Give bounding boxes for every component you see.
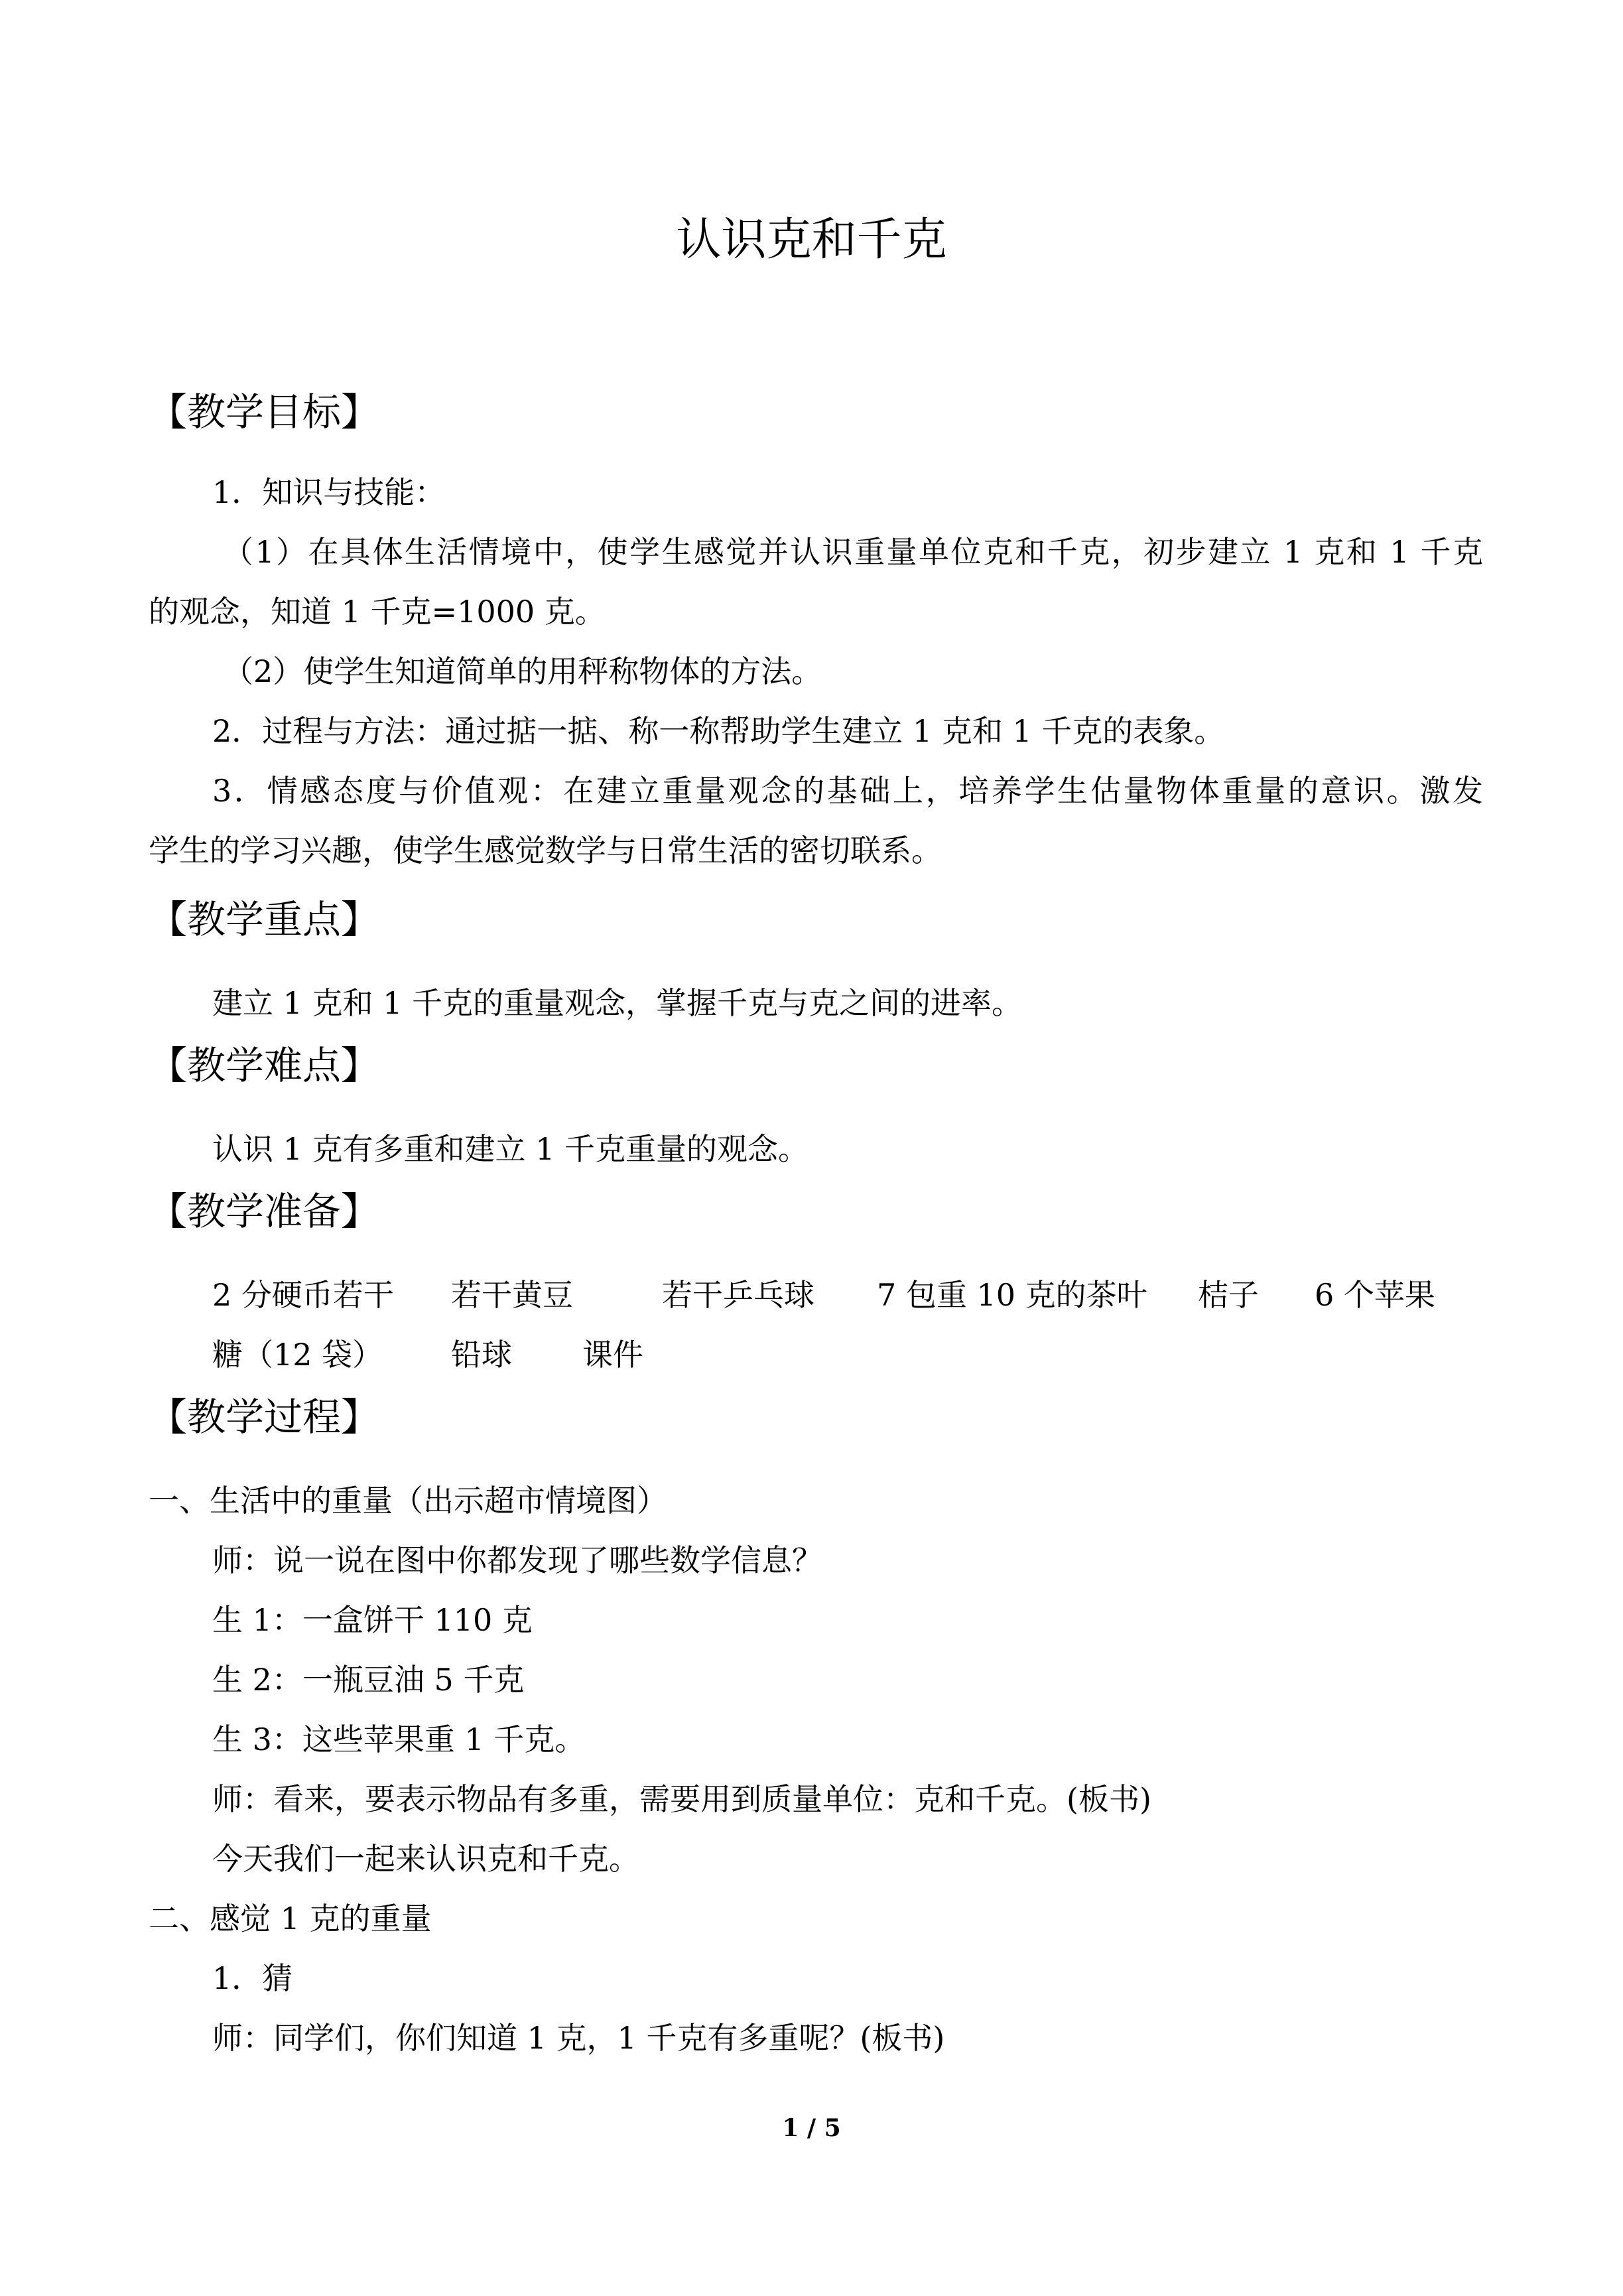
process-part1-heading: 一、生活中的重量（出示超市情境图） bbox=[149, 1483, 667, 1519]
preparation-item: 6 个苹果 bbox=[1315, 1277, 1435, 1313]
preparation-item: 课件 bbox=[582, 1337, 643, 1373]
difficulties-text: 认识 1 克有多重和建立 1 千克重量的观念。 bbox=[212, 1131, 809, 1167]
process-line: 师：说一说在图中你都发现了哪些数学信息？ bbox=[212, 1542, 822, 1578]
section-heading-process: 【教学过程】 bbox=[149, 1394, 380, 1440]
section-heading-preparation: 【教学准备】 bbox=[149, 1189, 380, 1234]
process-line: 1．猜 bbox=[212, 1960, 293, 1996]
preparation-item: 若干黄豆 bbox=[451, 1277, 573, 1313]
objective-item-1-1-line2: 的观念，知道 1 千克=1000 克。 bbox=[149, 594, 606, 630]
objective-item-3-line1: 3．情感态度与价值观：在建立重量观念的基础上，培养学生估量物体重量的意识。激发 bbox=[212, 773, 1483, 809]
page-number: 1 / 5 bbox=[782, 2114, 841, 2142]
preparation-item: 若干乒乓球 bbox=[662, 1277, 814, 1313]
process-line: 生 1：一盒饼干 110 克 bbox=[212, 1602, 533, 1638]
section-heading-objectives: 【教学目标】 bbox=[149, 389, 380, 435]
keypoints-text: 建立 1 克和 1 千克的重量观念，掌握千克与克之间的进率。 bbox=[212, 985, 1023, 1021]
preparation-item: 铅球 bbox=[451, 1337, 512, 1373]
process-line: 师：看来，要表示物品有多重，需要用到质量单位：克和千克。(板书) bbox=[212, 1781, 1151, 1817]
preparation-item: 7 包重 10 克的茶叶 bbox=[877, 1277, 1147, 1313]
section-heading-keypoints: 【教学重点】 bbox=[149, 897, 380, 942]
objective-item-2: 2．过程与方法：通过掂一掂、称一称帮助学生建立 1 克和 1 千克的表象。 bbox=[212, 713, 1225, 749]
objective-item-1-2: （2）使学生知道简单的用秤称物体的方法。 bbox=[223, 653, 822, 689]
process-line: 师：同学们，你们知道 1 克，1 千克有多重呢？(板书) bbox=[212, 2020, 945, 2056]
process-line: 生 2：一瓶豆油 5 千克 bbox=[212, 1662, 525, 1698]
objective-item-1-1-line1: （1）在具体生活情境中，使学生感觉并认识重量单位克和千克，初步建立 1 克和 1 千克 bbox=[223, 534, 1483, 570]
objective-item-3-line2: 学生的学习兴趣，使学生感觉数学与日常生活的密切联系。 bbox=[149, 833, 942, 868]
preparation-item: 桔子 bbox=[1198, 1277, 1259, 1313]
page-title: 认识克和千克 bbox=[676, 214, 947, 266]
process-line: 生 3：这些苹果重 1 千克。 bbox=[212, 1722, 586, 1757]
process-line: 今天我们一起来认识克和千克。 bbox=[212, 1841, 639, 1877]
section-heading-difficulties: 【教学难点】 bbox=[149, 1043, 380, 1088]
preparation-item: 糖（12 袋） bbox=[212, 1337, 383, 1373]
objective-item-1: 1．知识与技能： bbox=[212, 474, 446, 510]
process-part2-heading: 二、感觉 1 克的重量 bbox=[149, 1901, 432, 1936]
preparation-item: 2 分硬币若干 bbox=[212, 1277, 394, 1313]
